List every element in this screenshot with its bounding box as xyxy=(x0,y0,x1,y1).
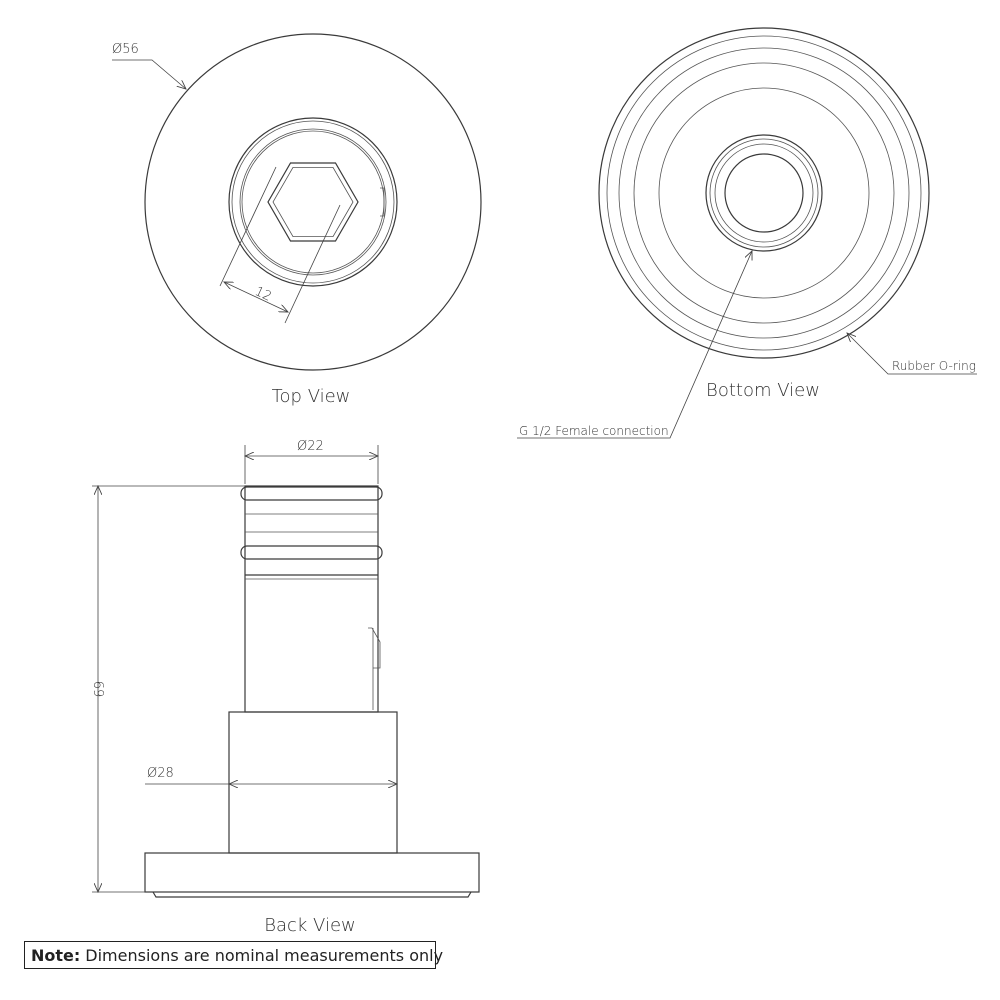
upper-cylinder xyxy=(245,486,378,712)
lower-body xyxy=(229,712,397,853)
dim28-label: Ø28 xyxy=(147,766,174,781)
dim69-label: 69 xyxy=(90,680,105,698)
note-box xyxy=(24,941,444,969)
flange-dim-label: Ø56 xyxy=(112,42,139,57)
bottom-thread-inner xyxy=(715,144,813,242)
top-flange-circle xyxy=(145,34,481,370)
note-label: Note: xyxy=(31,945,81,965)
bottom-view-title: Bottom View xyxy=(706,380,820,401)
hex-ext-line-1 xyxy=(220,167,276,286)
dim22-label: Ø22 xyxy=(297,439,324,454)
oring-band-2 xyxy=(241,546,382,559)
base-flange-oring xyxy=(153,892,471,897)
flange-dim-leader xyxy=(112,60,186,89)
bottom-view xyxy=(517,28,977,438)
back-view-title: Back View xyxy=(264,915,356,936)
hex-socket-inner xyxy=(273,167,353,236)
top-view xyxy=(112,34,481,407)
hex-socket xyxy=(268,163,358,241)
bottom-circle-1 xyxy=(599,28,929,358)
oring-callout: Rubber O-ring xyxy=(892,359,976,373)
bottom-circle-2 xyxy=(607,36,921,350)
top-body-circle-core xyxy=(242,131,384,273)
note-text: Dimensions are nominal measurements only xyxy=(85,945,444,965)
back-view xyxy=(90,439,479,936)
base-flange xyxy=(145,853,479,892)
hex-ext-line-2 xyxy=(285,205,340,323)
bottom-thread-outer xyxy=(706,135,822,251)
hex-dim-label: 12 xyxy=(252,284,274,305)
bottom-thread-mid xyxy=(710,139,818,247)
oring-band-1 xyxy=(241,487,382,500)
connection-leader xyxy=(517,251,752,438)
bottom-circle-4 xyxy=(634,63,894,323)
bottom-bore xyxy=(725,154,803,232)
top-view-title: Top View xyxy=(271,386,351,407)
top-body-circle-mid xyxy=(232,121,394,283)
bottom-circle-5 xyxy=(659,88,869,298)
connection-callout: G 1/2 Female connection xyxy=(519,424,669,438)
bottom-circle-3 xyxy=(619,48,909,338)
top-body-circle-outer xyxy=(229,118,397,286)
top-body-circle-inner xyxy=(240,129,386,275)
